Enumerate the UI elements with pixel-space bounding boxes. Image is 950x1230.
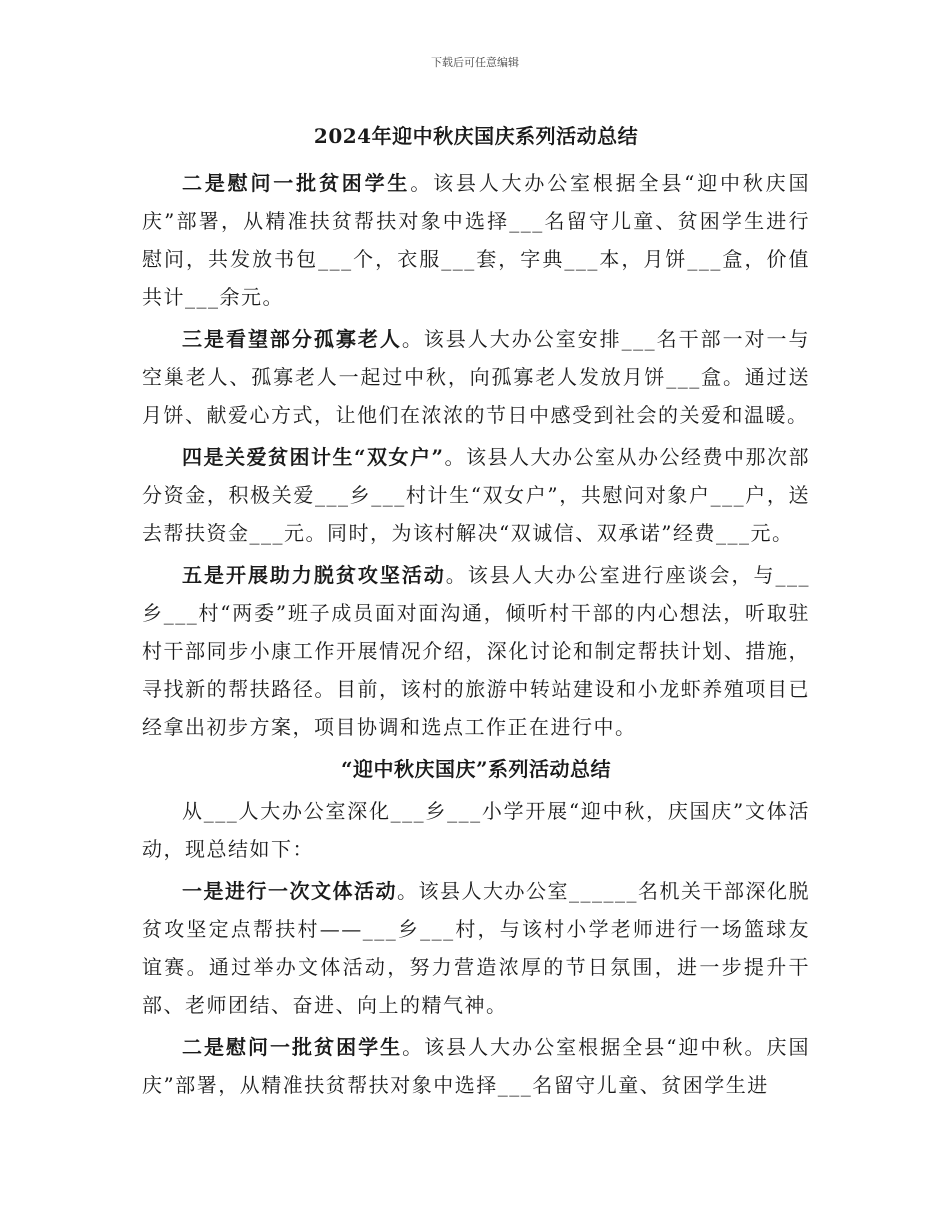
paragraph-lead: 四是关爱贫困计生“双女户”	[182, 445, 445, 469]
document-body	[142, 116, 810, 1108]
section-title: “迎中秋庆国庆”系列活动总结	[340, 757, 611, 781]
paragraph-elderly-visit	[142, 320, 810, 434]
paragraph-lead: 五是开展助力脱贫攻坚活动	[182, 563, 446, 587]
paragraph-text: 。该县人大办公室进行座谈会，与___乡___村“两委”班子成员面对面沟通，倾听村干部的内心想法，听取驻村干部同步小康工作开展情况介绍，深化讨论和制定帮扶计划、措施，寻找新的帮扶路径。目前，该村的旅游中转站建设和小龙虾养殖项目已经拿出初步方案，项目协调和选点工作正在进行中。	[142, 563, 811, 739]
paragraph-lead: 二是慰问一批贫困学生	[182, 171, 411, 195]
paragraph-student-visit-2	[142, 1028, 810, 1104]
paragraph-text: 。该县人大办公室______名机关干部深化脱贫攻坚定点帮扶村——___乡___村，与该村小学老师进行一场篮球友谊赛。通过举办文体活动，努力营造浓厚的节日氛围，进一步提升干部、老师团结、奋进、向上的精气神。	[142, 879, 810, 1017]
paragraph-student-visit	[142, 164, 810, 316]
paragraph-lead: 一是进行一次文体活动	[182, 879, 397, 903]
paragraph-lead: 二是慰问一批贫困学生	[182, 1035, 403, 1059]
paragraph-lead: 三是看望部分孤寡老人	[182, 327, 402, 351]
paragraph-text: 。该县人大办公室从办公经费中那次部分资金，积极关爱___乡___村计生“双女户”，共慰问对象户___户，送去帮扶资金___元。同时，为该村解决“双诚信、双承诺”经费___元。	[142, 445, 811, 545]
paragraph-text: 。该县人大办公室根据全县“迎中秋。庆国庆”部署，从精准扶贫帮扶对象中选择___名留守儿童、贫困学生进	[142, 1035, 811, 1097]
paragraph-poverty-alleviation	[142, 556, 810, 746]
paragraph-intro: 从___人大办公室深化___乡___小学开展“迎中秋，庆国庆”文体活动，现总结如下：	[142, 799, 810, 861]
paragraph-text: 。该县人大办公室安排___名干部一对一与空巢老人、孤寡老人一起过中秋，向孤寡老人发放月饼___盒。通过送月饼、献爱心方式，让他们在浓浓的节日中感受到社会的关爱和温暖。	[142, 327, 811, 427]
paragraph-sports-activity	[142, 872, 810, 1024]
document-title: 2024年迎中秋庆国庆系列活动总结	[313, 124, 639, 148]
paragraph-text: 。该县人大办公室根据全县“迎中秋庆国庆”部署，从精准扶贫帮扶对象中选择___名留守儿童、贫困学生进行慰问，共发放书包___个，衣服___套，字典___本，月饼___盒，价值共计___余元。	[142, 171, 810, 309]
header-note: 下载后可任意编辑	[431, 56, 519, 69]
paragraph-double-daughter-households	[142, 438, 810, 552]
